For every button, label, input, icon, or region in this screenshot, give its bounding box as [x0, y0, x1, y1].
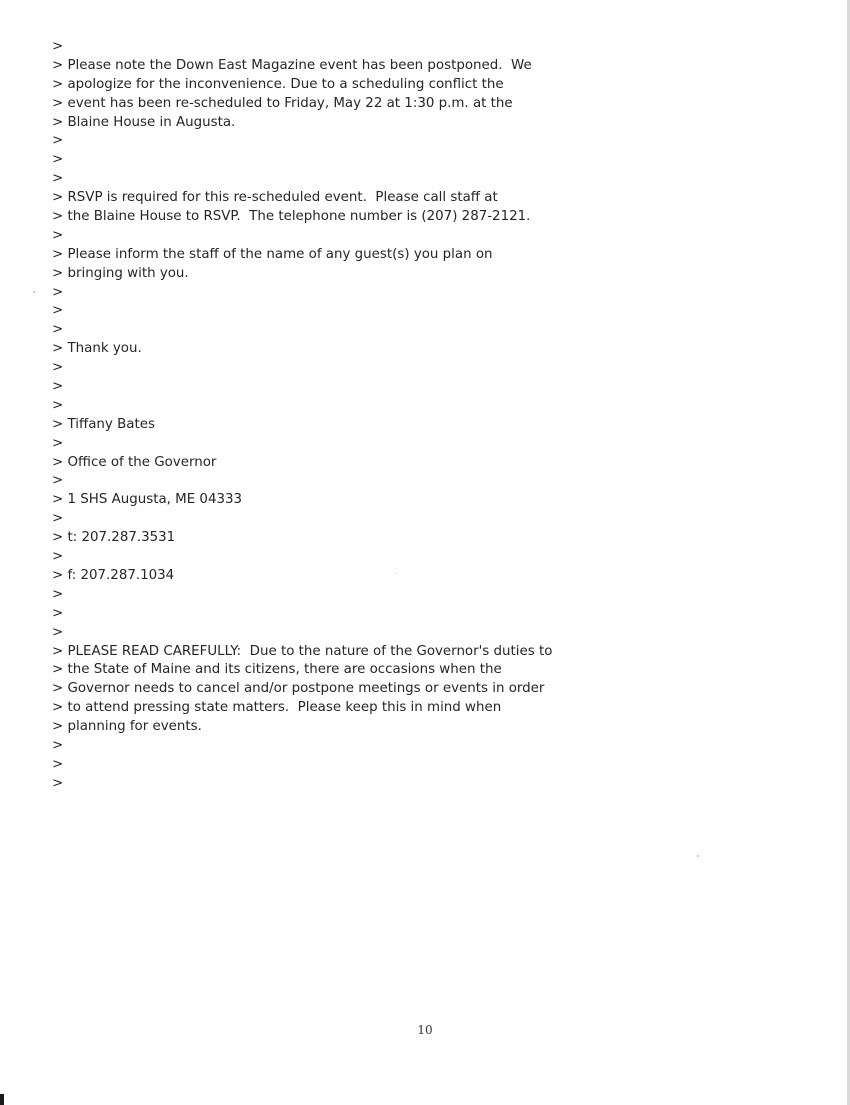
text-line: > [52, 775, 64, 791]
text-line: > [52, 511, 64, 527]
scan-edge-mark [0, 1094, 4, 1105]
text-line: > planning for events. [52, 719, 202, 735]
text-line: > Governor needs to cancel and/or postpone meetings or events in order [52, 681, 545, 697]
text-line: > [52, 379, 64, 395]
text-line: > [52, 737, 64, 753]
text-line: > [52, 624, 64, 640]
text-line: > [52, 397, 64, 413]
text-line: > [52, 360, 64, 376]
text-line: > to attend pressing state matters. Please keep this in mind when [52, 700, 502, 716]
text-line: > [52, 303, 64, 319]
text-line: > [52, 586, 64, 602]
text-line: > [52, 322, 64, 338]
text-line: > [52, 227, 64, 243]
scan-speck [697, 855, 699, 857]
text-line: > [52, 152, 64, 168]
text-line: > the State of Maine and its citizens, there are occasions when the [52, 662, 502, 678]
text-line: > Office of the Governor [52, 454, 217, 470]
text-line: > PLEASE READ CAREFULLY: Due to the nature of the Governor's duties to [52, 643, 553, 659]
text-line: > [52, 605, 64, 621]
email-body [52, 38, 553, 794]
text-line: > [52, 435, 64, 451]
text-line: > [52, 473, 64, 489]
text-line: > Please inform the staff of the name of any guest(s) you plan on [52, 246, 493, 262]
text-line: > 1 SHS Augusta, ME 04333 [52, 492, 243, 508]
text-line: > [52, 756, 64, 772]
text-line: > f: 207.287.1034 [52, 567, 175, 583]
text-line: > [52, 549, 64, 565]
text-line: > apologize for the inconvenience. Due to a scheduling conflict the [52, 76, 504, 92]
text-line: > [52, 171, 64, 187]
text-line: > Thank you. [52, 341, 142, 357]
text-line: > Please note the Down East Magazine event has been postponed. We [52, 57, 532, 73]
text-line: > the Blaine House to RSVP. The telephone number is (207) 287-2121. [52, 209, 531, 225]
text-line: > Blaine House in Augusta. [52, 114, 236, 130]
text-line: > bringing with you. [52, 265, 189, 281]
scan-speck [33, 291, 35, 293]
text-line: > RSVP is required for this re-scheduled event. Please call staff at [52, 190, 498, 206]
text-line: > event has been re-scheduled to Friday, May 22 at 1:30 p.m. at the [52, 95, 513, 111]
text-line: > [52, 133, 64, 149]
text-line: > Tiffany Bates [52, 416, 155, 432]
page-number: 10 [417, 1023, 433, 1037]
text-line: > [52, 39, 64, 54]
text-line: > [52, 284, 64, 300]
text-line: > t: 207.287.3531 [52, 530, 176, 546]
